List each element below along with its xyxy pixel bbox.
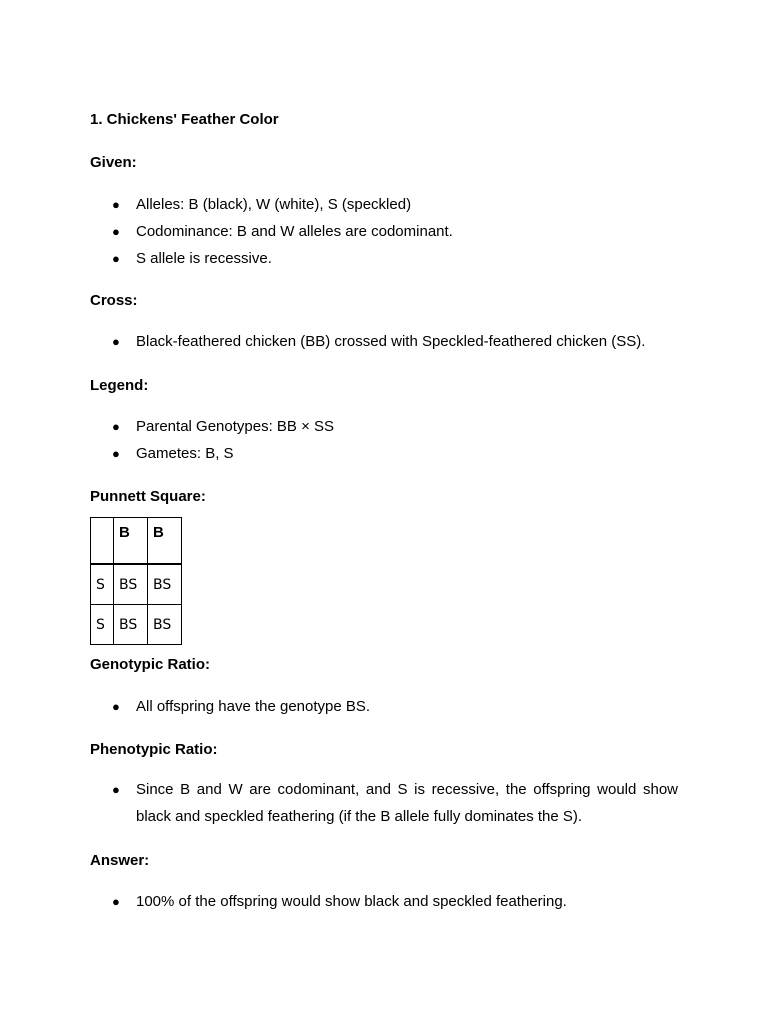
list-item-text: Codominance: B and W alleles are codominant. [136,223,453,240]
table-row-header-cell: S [91,605,114,645]
document-title: 1. Chickens' Feather Color [90,111,279,128]
list-item-text: S allele is recessive. [136,250,272,267]
list-item-text: All offspring have the genotype BS. [136,698,371,715]
table-cell: BS [148,605,182,645]
bullet-icon: ● [112,894,120,909]
bullet-icon: ● [112,251,120,266]
punnett-square-table [90,517,182,645]
list-item-text: Black-feathered chicken (BB) crossed with Speckled-feathered chicken (SS). [136,333,646,350]
list-item-text: 100% of the offspring would show black and speckled feathering. [136,893,567,910]
bullet-icon: ● [112,197,120,212]
genotypic-ratio-heading: Genotypic Ratio: [90,656,211,673]
table-cell: BS [114,564,148,605]
bullet-icon: ● [112,224,120,239]
cross-heading: Cross: [90,292,138,309]
punnett-heading: Punnett Square: [90,488,206,505]
bullet-icon: ● [112,699,120,714]
list-item-text: Since B and W are codominant, and S is recessive, the offspring would show black and speckled feathering (if the B allele fully dominates the S). [136,781,678,825]
table-corner-cell [91,518,114,565]
table-cell: BS [114,605,148,645]
table-cell: BS [148,564,182,605]
phenotypic-ratio-heading: Phenotypic Ratio: [90,741,218,758]
list-item [90,776,678,830]
table-header-cell: B [148,518,182,565]
list-item-text: Parental Genotypes: BB × SS [136,418,335,435]
bullet-icon: ● [112,334,120,349]
list-item-text: Gametes: B, S [136,445,234,462]
bullet-icon: ● [112,419,120,434]
list-item-text: Alleles: B (black), W (white), S (speckled) [136,196,412,213]
table-row [91,564,182,605]
table-header-cell: B [114,518,148,565]
table-header-row [91,518,182,565]
answer-heading: Answer: [90,852,150,869]
given-heading: Given: [90,154,137,171]
legend-heading: Legend: [90,377,149,394]
bullet-icon: ● [112,782,120,797]
bullet-icon: ● [112,446,120,461]
table-row [91,605,182,645]
table-row-header-cell: S [91,564,114,605]
